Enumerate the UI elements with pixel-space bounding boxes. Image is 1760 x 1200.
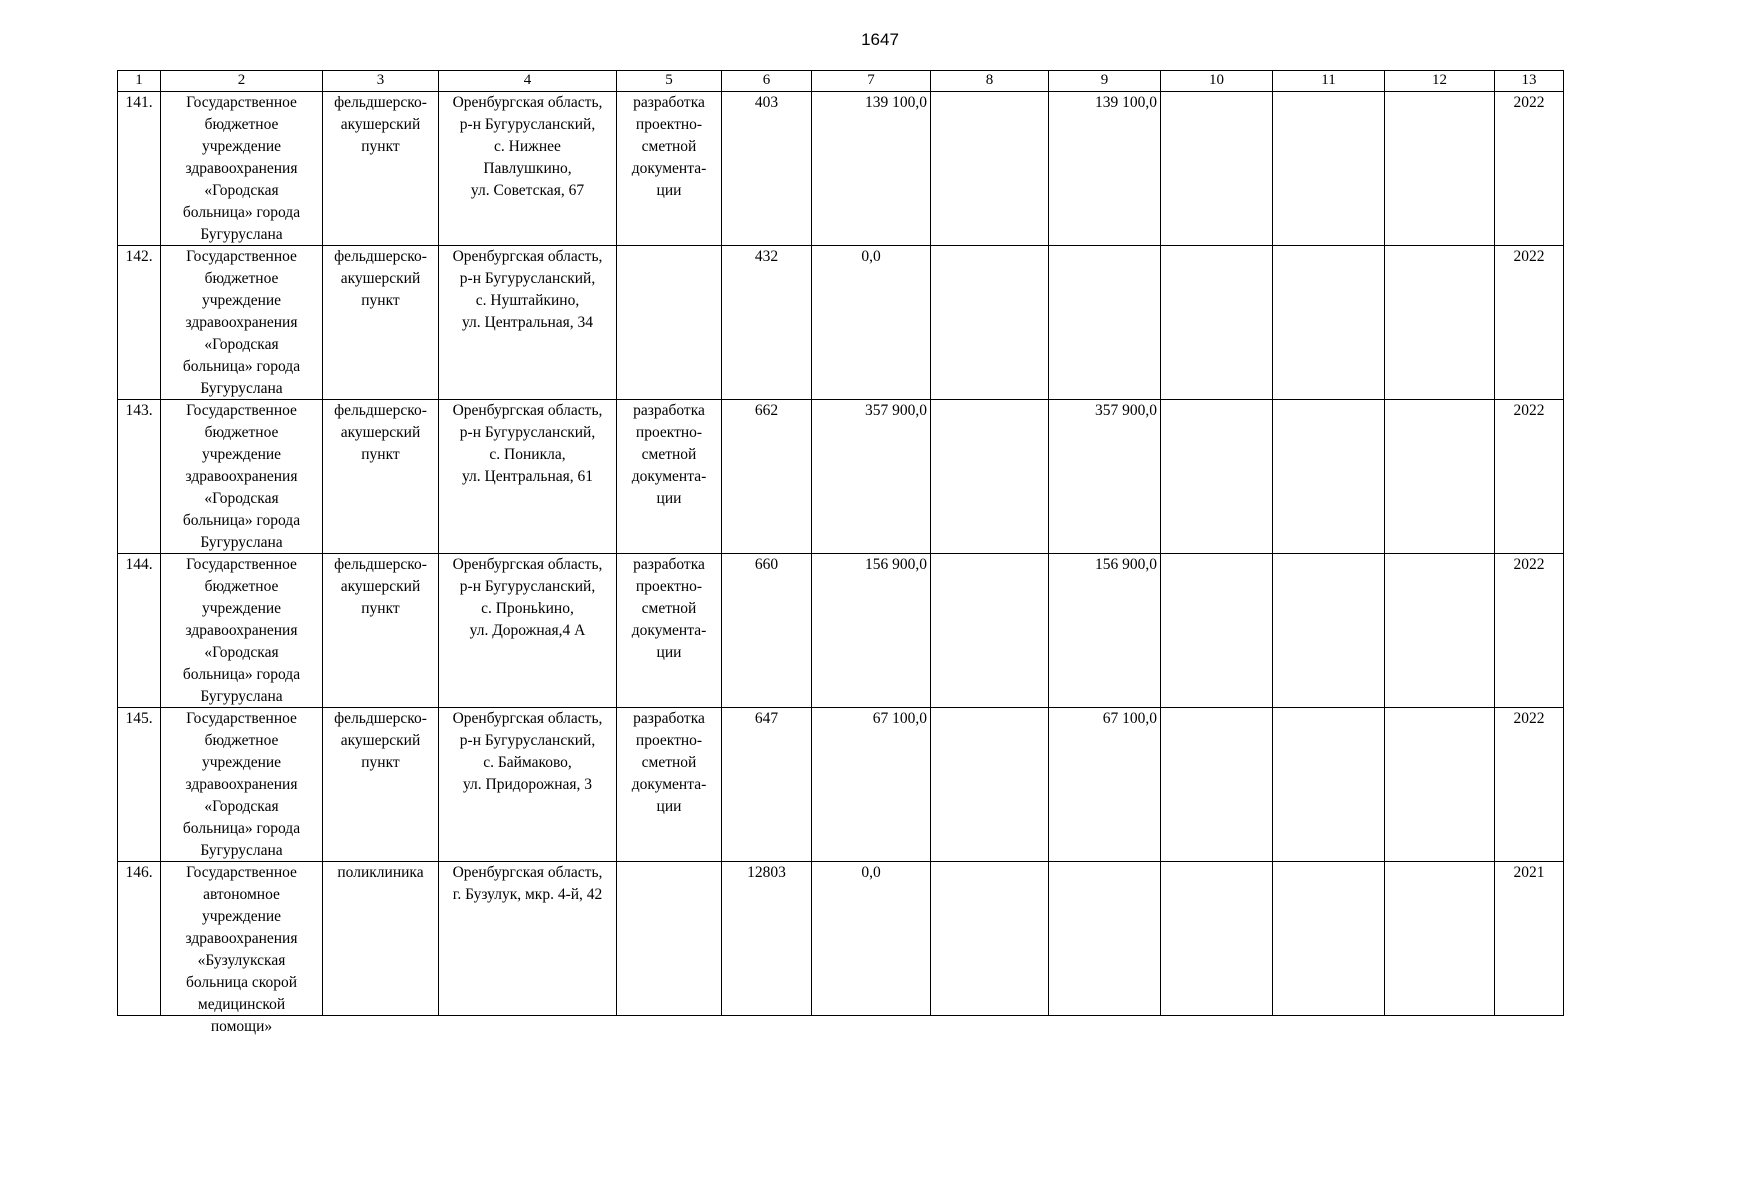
address: Оренбургская область, р-н Бугурусланский, с. Нуштайкино, ул. Центральная, 34: [439, 246, 617, 400]
table-row: [118, 862, 1564, 1016]
column-9-value: 357 900,0: [1049, 400, 1161, 554]
column-8-value: [931, 862, 1049, 1016]
column-9-value: [1049, 246, 1161, 400]
table-row: [118, 554, 1564, 708]
column-11-value: [1273, 554, 1385, 708]
column-header-2: 2: [161, 71, 323, 92]
column-header-11: 11: [1273, 71, 1385, 92]
column-header-8: 8: [931, 71, 1049, 92]
work-type: [617, 862, 722, 1016]
column-9-value: 156 900,0: [1049, 554, 1161, 708]
table-header: [118, 71, 1564, 92]
work-type: [617, 246, 722, 400]
year: 2022: [1495, 400, 1564, 554]
column-12-value: [1385, 554, 1495, 708]
column-6-value: 432: [722, 246, 812, 400]
address: Оренбургская область, р-н Бугурусланский, с. Поникла, ул. Центральная, 61: [439, 400, 617, 554]
column-6-value: 647: [722, 708, 812, 862]
table-row: [118, 92, 1564, 246]
column-header-13: 13: [1495, 71, 1564, 92]
work-type: разработка проектно- сметной документа- ции: [617, 708, 722, 862]
column-header-1: 1: [118, 71, 161, 92]
facility-type: поликлиника: [323, 862, 439, 1016]
table-row: [118, 708, 1564, 862]
column-12-value: [1385, 400, 1495, 554]
column-7-value: 67 100,0: [812, 708, 931, 862]
row-number: 141.: [118, 92, 161, 246]
row-number: 143.: [118, 400, 161, 554]
column-10-value: [1161, 400, 1273, 554]
column-header-12: 12: [1385, 71, 1495, 92]
column-header-5: 5: [617, 71, 722, 92]
row-number: 144.: [118, 554, 161, 708]
column-12-value: [1385, 862, 1495, 1016]
column-11-value: [1273, 400, 1385, 554]
column-7-value: 357 900,0: [812, 400, 931, 554]
row-number: 142.: [118, 246, 161, 400]
column-8-value: [931, 92, 1049, 246]
column-7-value: 139 100,0: [812, 92, 931, 246]
work-type: разработка проектно- сметной документа- ции: [617, 92, 722, 246]
organization-name: Государственное автономное учреждение здравоохранения «Бузулукская больница скорой медицинской помощи»: [161, 862, 323, 1016]
column-10-value: [1161, 708, 1273, 862]
column-7-value: 0,0: [812, 246, 931, 400]
table-row: [118, 246, 1564, 400]
year: 2022: [1495, 92, 1564, 246]
column-6-value: 12803: [722, 862, 812, 1016]
column-6-value: 660: [722, 554, 812, 708]
row-number: 146.: [118, 862, 161, 1016]
organization-name: Государственное бюджетное учреждение здравоохранения «Городская больница» города Бугуруслана: [161, 246, 323, 400]
column-11-value: [1273, 708, 1385, 862]
column-7-value: 0,0: [812, 862, 931, 1016]
facility-type: фельдшерско- акушерский пункт: [323, 554, 439, 708]
column-10-value: [1161, 246, 1273, 400]
column-6-value: 403: [722, 92, 812, 246]
facility-type: фельдшерско- акушерский пункт: [323, 92, 439, 246]
column-header-6: 6: [722, 71, 812, 92]
table-row: [118, 400, 1564, 554]
table-body: [118, 92, 1564, 1035]
address: Оренбургская область, р-н Бугурусланский, с. Нижнее Павлушкино, ул. Советская, 67: [439, 92, 617, 246]
organization-name: Государственное бюджетное учреждение здравоохранения «Городская больница» города Бугуруслана: [161, 708, 323, 862]
column-10-value: [1161, 554, 1273, 708]
address: Оренбургская область, р-н Бугурусланский, с. Проньkино, ул. Дорожная,4 А: [439, 554, 617, 708]
column-12-value: [1385, 708, 1495, 862]
column-8-value: [931, 708, 1049, 862]
column-header-7: 7: [812, 71, 931, 92]
column-9-value: 67 100,0: [1049, 708, 1161, 862]
column-6-value: 662: [722, 400, 812, 554]
organization-name: Государственное бюджетное учреждение здравоохранения «Городская больница» города Бугуруслана: [161, 400, 323, 554]
facility-type: фельдшерско- акушерский пункт: [323, 708, 439, 862]
column-12-value: [1385, 92, 1495, 246]
column-header-4: 4: [439, 71, 617, 92]
column-header-3: 3: [323, 71, 439, 92]
facility-type: фельдшерско- акушерский пункт: [323, 400, 439, 554]
column-8-value: [931, 246, 1049, 400]
column-9-value: 139 100,0: [1049, 92, 1161, 246]
column-header-10: 10: [1161, 71, 1273, 92]
column-10-value: [1161, 92, 1273, 246]
page-number: 1647: [861, 30, 899, 49]
year: 2022: [1495, 554, 1564, 708]
year: 2021: [1495, 862, 1564, 1016]
header-row: [118, 71, 1564, 92]
column-header-9: 9: [1049, 71, 1161, 92]
year: 2022: [1495, 246, 1564, 400]
column-11-value: [1273, 246, 1385, 400]
organization-name: Государственное бюджетное учреждение здравоохранения «Городская больница» города Бугуруслана: [161, 554, 323, 708]
document-table: [117, 70, 1564, 1035]
work-type: разработка проектно- сметной документа- ции: [617, 400, 722, 554]
column-8-value: [931, 400, 1049, 554]
address: Оренбургская область, г. Бузулук, мкр. 4-й, 42: [439, 862, 617, 1016]
column-8-value: [931, 554, 1049, 708]
organization-name: Государственное бюджетное учреждение здравоохранения «Городская больница» города Бугуруслана: [161, 92, 323, 246]
column-9-value: [1049, 862, 1161, 1016]
address: Оренбургская область, р-н Бугурусланский, с. Баймаково, ул. Придорожная, 3: [439, 708, 617, 862]
column-7-value: 156 900,0: [812, 554, 931, 708]
column-11-value: [1273, 862, 1385, 1016]
facility-type: фельдшерско- акушерский пункт: [323, 246, 439, 400]
year: 2022: [1495, 708, 1564, 862]
column-11-value: [1273, 92, 1385, 246]
work-type: разработка проектно- сметной документа- ции: [617, 554, 722, 708]
column-12-value: [1385, 246, 1495, 400]
row-number: 145.: [118, 708, 161, 862]
column-10-value: [1161, 862, 1273, 1016]
